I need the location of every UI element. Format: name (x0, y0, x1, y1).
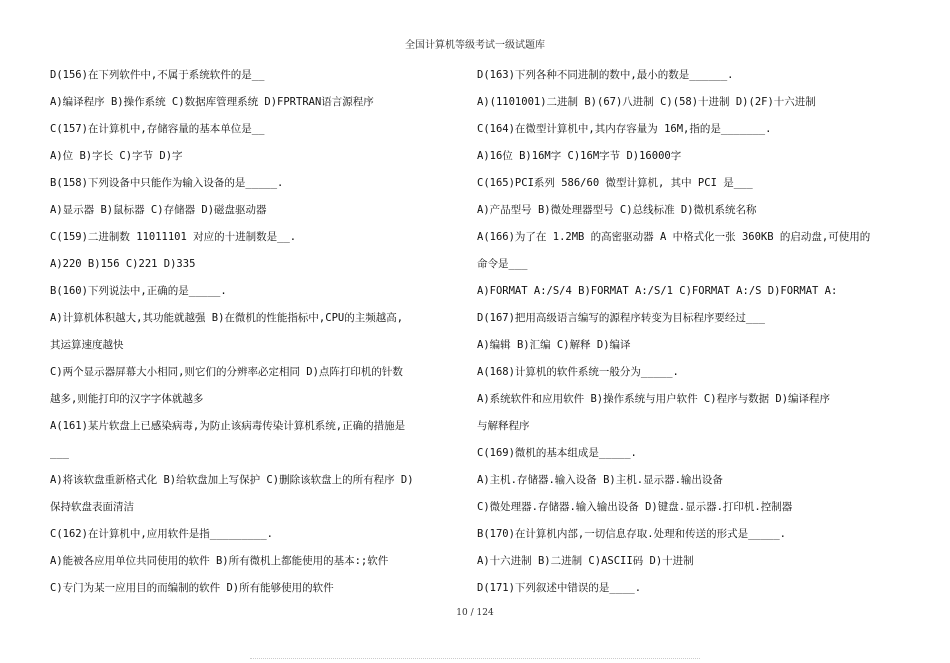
page-header: 全国计算机等级考试一级试题库 (405, 40, 545, 51)
left-column (50, 62, 470, 602)
text-line: A)编译程序 B)操作系统 C)数据库管理系统 D)FPRTRAN语言源程序 (50, 96, 374, 108)
text-line: A(166)为了在 1.2MB 的高密驱动器 A 中格式化一张 360KB 的启动盘,可使用的 (477, 231, 871, 243)
text-line: A)系统软件和应用软件 B)操作系统与用户软件 C)程序与数据 D)编译程序 (477, 393, 831, 405)
text-line: B(160)下列说法中,正确的是_____. (50, 285, 227, 297)
text-line: A)16位 B)16M字 C)16M字节 D)16000字 (477, 150, 682, 162)
text-line: A)将该软盘重新格式化 B)给软盘加上写保护 C)删除该软盘上的所有程序 D) (50, 474, 414, 486)
text-line: 保持软盘表面清洁 (50, 501, 134, 513)
text-line: A)十六进制 B)二进制 C)ASCII码 D)十进制 (477, 555, 694, 567)
text-line: D(171)下列叙述中错误的是____. (477, 582, 642, 594)
text-line: A)主机.存储器.输入设备 B)主机.显示器.输出设备 (477, 474, 723, 486)
text-line: C(169)微机的基本组成是_____. (477, 447, 637, 459)
text-line: ___ (50, 447, 69, 459)
text-line: A)产品型号 B)微处理器型号 C)总线标准 D)微机系统名称 (477, 204, 757, 216)
text-line: B(158)下列设备中只能作为输入设备的是_____. (50, 177, 284, 189)
text-line: 与解释程序 (477, 420, 530, 432)
text-line: B(170)在计算机内部,一切信息存取.处理和传送的形式是_____. (477, 528, 787, 540)
text-line: A)能被各应用单位共同使用的软件 B)所有微机上都能使用的基本:;软件 (50, 555, 389, 567)
text-line: A)显示器 B)鼠标器 C)存储器 D)磁盘驱动器 (50, 204, 267, 216)
right-column (477, 62, 897, 602)
text-line: C(162)在计算机中,应用软件是指_________. (50, 528, 273, 540)
text-line: 命令是___ (477, 258, 528, 270)
text-line: A)220 B)156 C)221 D)335 (50, 258, 196, 270)
text-line: A)位 B)字长 C)字节 D)字 (50, 150, 183, 162)
text-line: C)专门为某一应用目的而编制的软件 D)所有能够使用的软件 (50, 582, 334, 594)
text-line: 越多,则能打印的汉字字体就越多 (50, 393, 204, 405)
page-number: 10 / 124 (456, 608, 494, 618)
text-line: C(159)二进制数 11011101 对应的十进制数是__. (50, 231, 297, 243)
page-bottom-edge (250, 658, 700, 663)
text-line: C(164)在微型计算机中,其内存容量为 16M,指的是_______. (477, 123, 772, 135)
text-line: A)(1101001)二进制 B)(67)八进制 C)(58)十进制 D)(2F)十六进制 (477, 96, 816, 108)
text-line: D(167)把用高级语言编写的源程序转变为目标程序要经过___ (477, 312, 765, 324)
text-line: C(157)在计算机中,存储容量的基本单位是__ (50, 123, 265, 135)
text-line: A)编辑 B)汇编 C)解释 D)编译 (477, 339, 631, 351)
text-line: C)两个显示器屏幕大小相同,则它们的分辨率必定相同 D)点阵打印机的针数 (50, 366, 403, 378)
text-line: C(165)PCI系列 586/60 微型计算机, 其中 PCI 是___ (477, 177, 753, 189)
text-line: A(168)计算机的软件系统一般分为_____. (477, 366, 679, 378)
text-line: D(156)在下列软件中,不属于系统软件的是__ (50, 69, 265, 81)
text-line: C)微处理器.存储器.输入输出设备 D)键盘.显示器.打印机.控制器 (477, 501, 793, 513)
text-line: A(161)某片软盘上已感染病毒,为防止该病毒传染计算机系统,正确的措施是 (50, 420, 406, 432)
text-line: A)计算机体积越大,其功能就越强 B)在微机的性能指标中,CPU的主频越高, (50, 312, 404, 324)
text-line: D(163)下列各种不同进制的数中,最小的数是______. (477, 69, 734, 81)
text-line: 其运算速度越快 (50, 339, 124, 351)
text-line: A)FORMAT A:/S/4 B)FORMAT A:/S/1 C)FORMAT A:/S D)FORMAT A: (477, 285, 838, 297)
